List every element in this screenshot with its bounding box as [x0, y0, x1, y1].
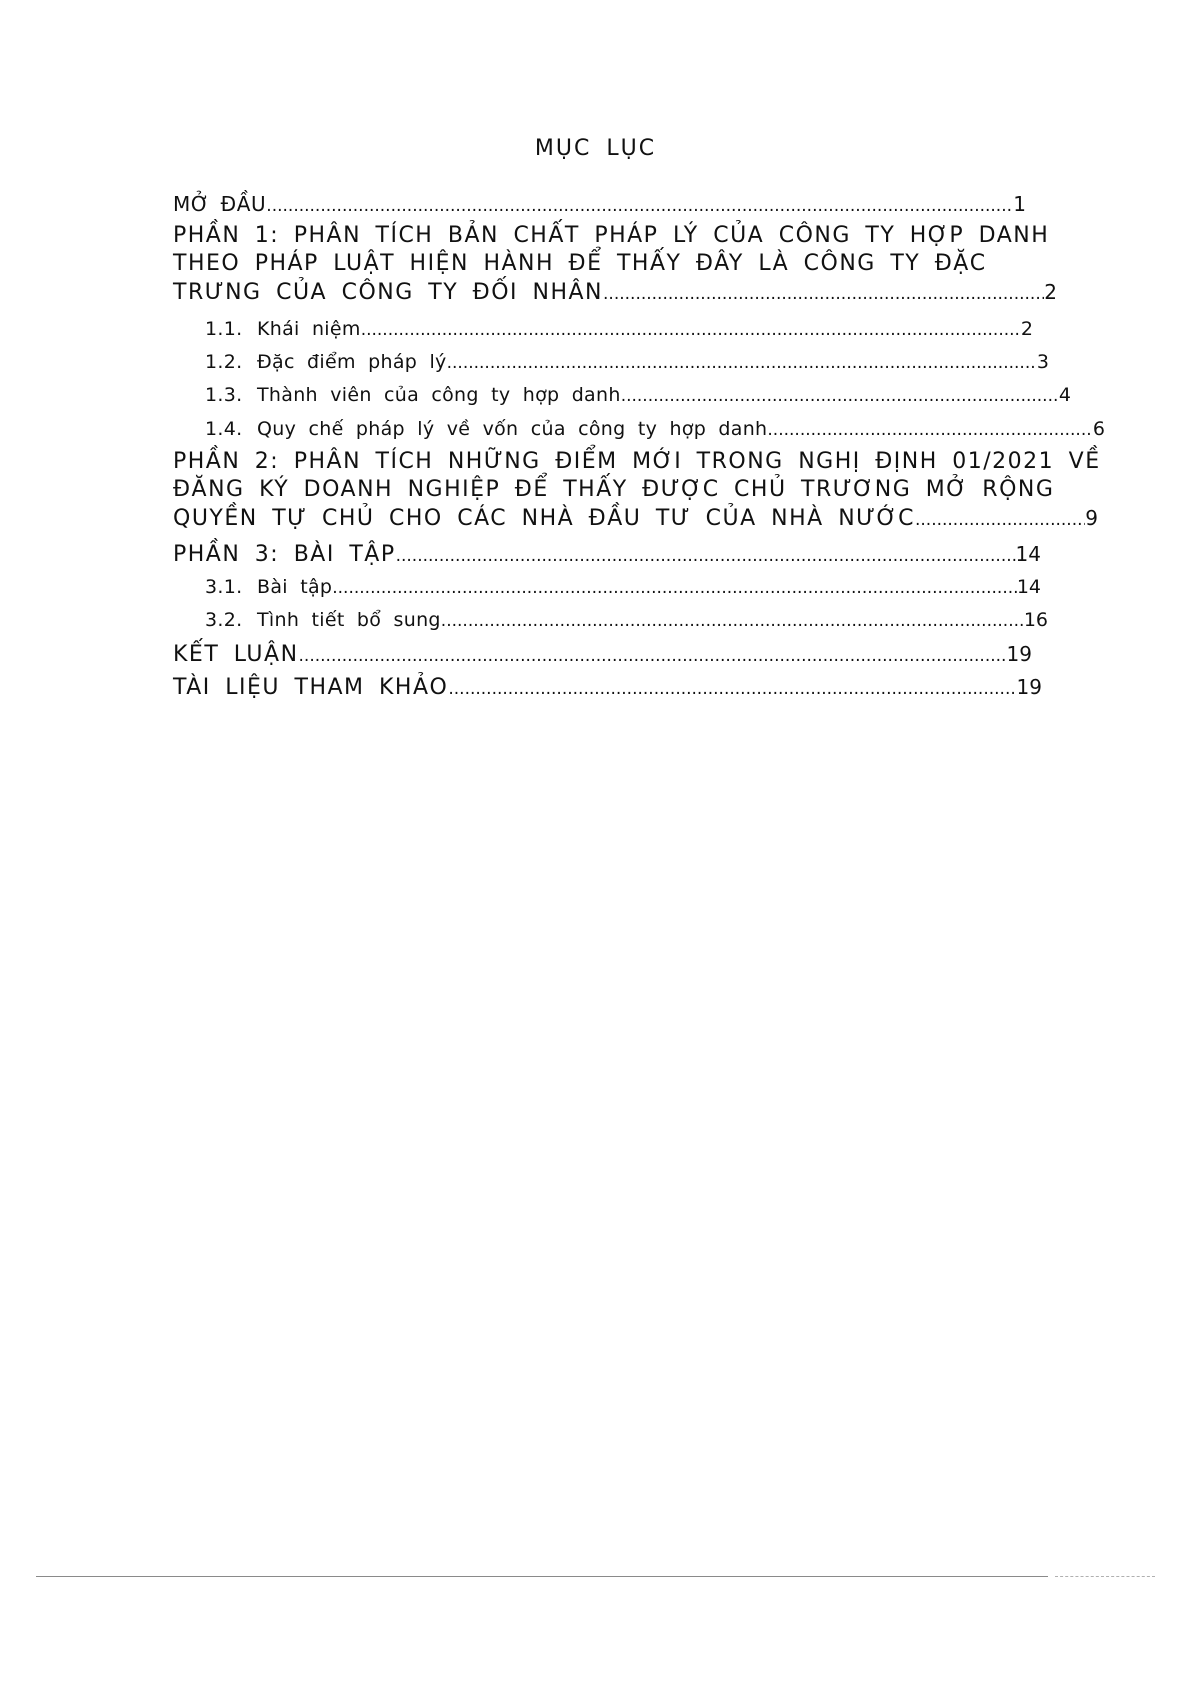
- toc-section-number: 1.4.: [205, 418, 243, 440]
- toc-entry-introduction[interactable]: [173, 192, 1026, 216]
- dot-leader: [299, 646, 1007, 666]
- toc-entry-line: PHẦN 1: PHÂN TÍCH BẢN CHẤT PHÁP LÝ CỦA CÔNG TY HỢP DANH: [173, 223, 1050, 248]
- toc-entry-line: THEO PHÁP LUẬT HIỆN HÀNH ĐỂ THẤY ĐÂY LÀ CÔNG TY ĐẶC: [173, 251, 987, 276]
- toc-entry-part-3[interactable]: [173, 542, 1041, 567]
- dot-leader: [361, 320, 1021, 340]
- toc-entry-text: MỞ ĐẦU: [173, 192, 267, 216]
- toc-entry-last-line: [173, 278, 1057, 308]
- dot-leader: [441, 611, 1024, 631]
- footer-divider-tail: [1055, 1576, 1155, 1577]
- toc-entry-part-2[interactable]: [173, 448, 1133, 534]
- toc-page-number: 2: [1044, 280, 1057, 304]
- toc-page-number: 2: [1020, 318, 1033, 340]
- toc-page-number: 3: [1036, 351, 1049, 373]
- dot-leader: [396, 546, 1016, 566]
- toc-entry-text: KẾT LUẬN: [173, 642, 299, 667]
- toc-section-number: 3.1.: [205, 576, 243, 598]
- toc-entry-1-2[interactable]: [205, 351, 1049, 373]
- toc-entry-line: PHẦN 2: PHÂN TÍCH NHỮNG ĐIỂM MỚI TRONG NGHỊ ĐỊNH 01/2021 VỀ: [173, 449, 1101, 474]
- toc-page-number: 16: [1023, 609, 1048, 631]
- toc-entry-text: Khái niệm: [257, 318, 361, 340]
- toc-entry-1-3[interactable]: [205, 384, 1071, 406]
- toc-entry-text: PHẦN 3: BÀI TẬP: [173, 542, 396, 567]
- toc-title: MỤC LỤC: [534, 136, 657, 161]
- toc-entry-line: QUYỀN TỰ CHỦ CHO CÁC NHÀ ĐẦU TƯ CỦA NHÀ NƯỚC: [173, 506, 915, 531]
- dot-leader: [332, 578, 1017, 598]
- toc-page-number: 1: [1013, 192, 1026, 216]
- footer-divider: [36, 1576, 1048, 1577]
- toc-entry-last-line: [173, 504, 1098, 534]
- toc-page-number: 9: [1085, 506, 1098, 530]
- toc-entry-line: ĐĂNG KÝ DOANH NGHIỆP ĐỂ THẤY ĐƯỢC CHỦ TRƯƠNG MỞ RỘNG: [173, 477, 1055, 502]
- toc-entry-text: TÀI LIỆU THAM KHẢO: [173, 675, 449, 700]
- dot-leader: [603, 280, 1044, 308]
- toc-section-number: 1.3.: [205, 384, 243, 406]
- toc-page-number: 19: [1006, 642, 1032, 666]
- toc-page-number: 6: [1092, 418, 1105, 440]
- dot-leader: [621, 386, 1059, 406]
- dot-leader: [767, 420, 1093, 440]
- dot-leader: [266, 196, 1013, 216]
- toc-page-number: 14: [1016, 576, 1041, 598]
- dot-leader: [915, 506, 1085, 534]
- toc-entry-text: Bài tập: [257, 576, 333, 598]
- toc-section-number: 3.2.: [205, 609, 243, 631]
- toc-entry-line: TRƯNG CỦA CÔNG TY ĐỐI NHÂN: [173, 280, 604, 305]
- toc-entry-text: Thành viên của công ty hợp danh: [257, 384, 621, 406]
- toc-entry-3-2[interactable]: [205, 609, 1048, 631]
- dot-leader: [447, 353, 1037, 373]
- toc-entry-text: Đặc điểm pháp lý: [257, 351, 447, 373]
- toc-entry-1-1[interactable]: [205, 318, 1033, 340]
- toc-entry-3-1[interactable]: [205, 576, 1041, 598]
- toc-section-number: 1.2.: [205, 351, 243, 373]
- toc-page-number: 19: [1016, 675, 1042, 699]
- toc-entry-part-1[interactable]: [173, 222, 1073, 308]
- toc-entry-text: Tình tiết bổ sung: [257, 609, 441, 631]
- dot-leader: [448, 679, 1016, 699]
- toc-page-number: 14: [1015, 542, 1041, 566]
- toc-entry-text: Quy chế pháp lý về vốn của công ty hợp danh: [257, 418, 768, 440]
- toc-entry-conclusion[interactable]: [173, 642, 1032, 667]
- toc-section-number: 1.1.: [205, 318, 243, 340]
- toc-entry-1-4[interactable]: [205, 418, 1105, 440]
- toc-page-number: 4: [1058, 384, 1071, 406]
- toc-entry-references[interactable]: [173, 675, 1042, 700]
